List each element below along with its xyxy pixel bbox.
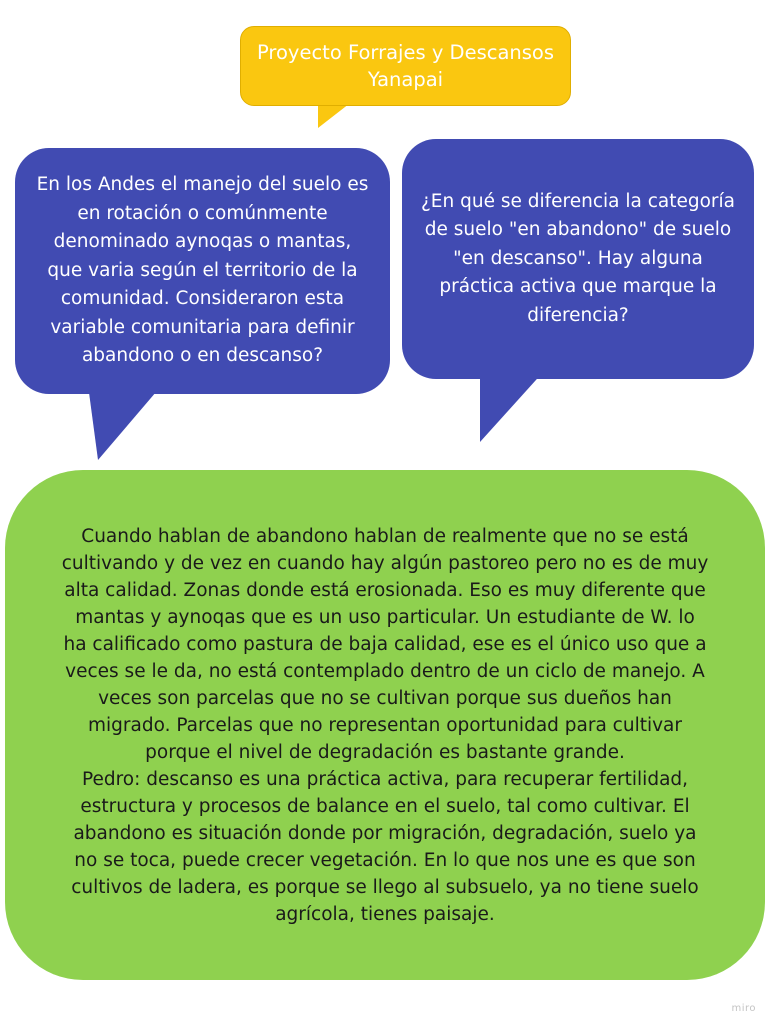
title-text: Proyecto Forrajes y Descansos Yanapai bbox=[256, 41, 555, 91]
question-2-text: ¿En qué se diferencia la categoría de suelo "en abandono" de suelo "en descanso". Hay alguna práctica activa que marque la diferencia? bbox=[420, 190, 735, 326]
answer-text: Cuando hablan de abandono hablan de realmente que no se está cultivando y de vez en cuando hay algún pastoreo pero no es de muy alta calidad. Zonas donde está erosionada. Eso es muy diferente que mantas y aynoqas que es un uso particular. Un estudiante de W. lo ha calificado como pastura de baja calidad, ese es el único uso que a veces se le da, no está contemplado dentro de un ciclo de manejo. A veces son parcelas que no se cultivan porque sus dueños han migrado. Parcelas que no representan oportunidad para cultivar porque el nivel de degradación es bastante grande. Pedro: descanso es una práctica activa, para recuperar fertilidad, estructura y procesos de balance en el suelo, tal como cultivar. El abandono es situación donde por migración, degradación, suelo ya no se toca, puede crecer vegetación. En lo que nos une es que son cultivos de ladera, es porque se llego al subsuelo, ya no tiene suelo agrícola, tienes paisaje. bbox=[61, 525, 709, 925]
miro-watermark: miro bbox=[731, 1003, 756, 1014]
title-bubble bbox=[240, 26, 571, 106]
question-1-bubble bbox=[15, 148, 390, 394]
question-2-bubble bbox=[402, 139, 754, 379]
question-2-tail-shape bbox=[480, 370, 545, 442]
question-1-tail-shape bbox=[88, 385, 162, 460]
answer-bubble bbox=[5, 470, 765, 980]
question-1-text: En los Andes el manejo del suelo es en rotación o comúnmente denominado aynoqas o mantas, que varia según el territorio de la comunidad. Consideraron esta variable comunitaria para definir abandono o en descanso? bbox=[36, 174, 369, 367]
